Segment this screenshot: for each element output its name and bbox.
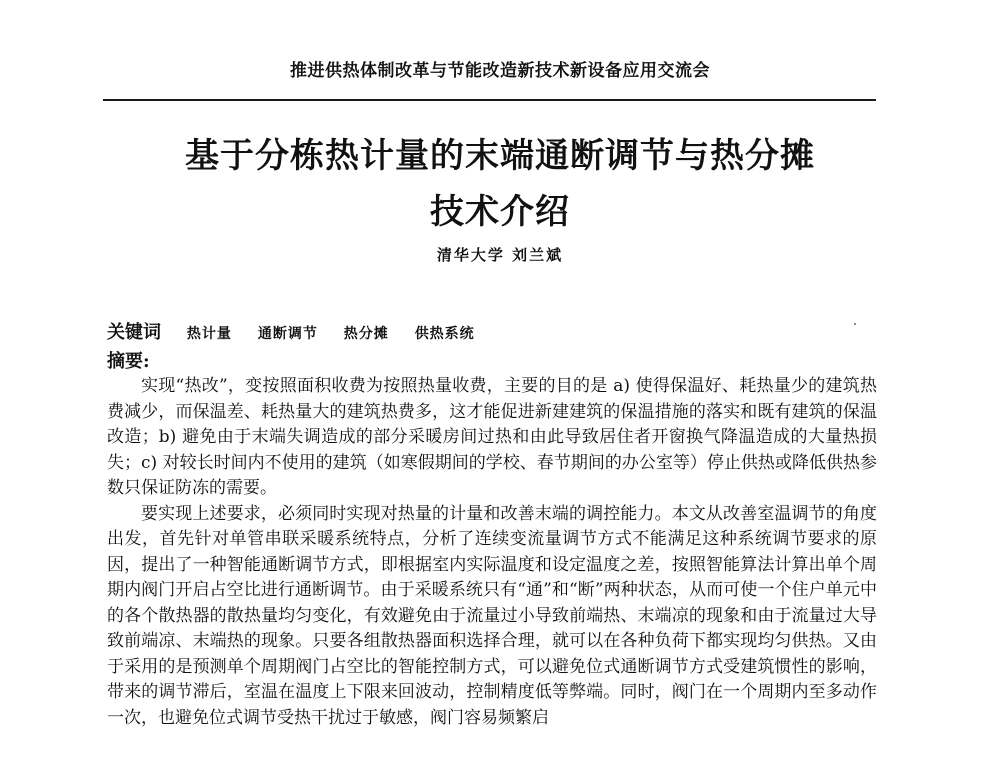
- stray-dot: [854, 323, 856, 325]
- keyword-item: 通断调节: [257, 326, 318, 342]
- abstract-paragraph-2: 要实现上述要求，必须同时实现对热量的计量和改善末端的调控能力。本文从改善室温调节的角度出发，首先针对单管串联采暖系统特点，分析了连续变流量调节方式不能满足这种系统调节要求的原因，提出了一种智能通断调节方式，即根据室内实际温度和设定温度之差，按照智能算法计算出单个周期内阀门开启占空比进行通断调节。由于采暖系统只有“通”和“断”两种状态，从而可使一个住户单元中的各个散热器的散热量均匀变化，有效避免由于流量过小导致前端热、末端凉的现象和由于流量过大导致前端凉、末端热的现象。只要各组散热器面积选择合理，就可以在各种负荷下都实现均匀供热。又由于采用的是预测单个周期阀门占空比的智能控制方式，可以避免位式通断调节方式受建筑惯性的影响，带来的调节滞后，室温在温度上下限来回波动，控制精度低等弊端。同时，阀门在一个周期内至多动作一次，也避免位式调节受热干扰过于敏感，阀门容易频繁启: [107, 503, 877, 728]
- keywords-label: 关键词: [107, 322, 161, 343]
- paper-title-line-2: 技术介绍: [430, 192, 570, 232]
- keyword-item: 供热系统: [414, 326, 475, 342]
- header-rule: [103, 99, 876, 101]
- running-header: 推进供热体制改革与节能改造新技术新设备应用交流会: [290, 61, 710, 81]
- paper-title-line-1: 基于分栋热计量的末端通断调节与热分摊: [185, 136, 815, 176]
- abstract-label: 摘要:: [107, 351, 150, 372]
- abstract-body: [107, 374, 877, 731]
- keyword-item: 热计量: [186, 326, 232, 342]
- author-affiliation: 清华大学 刘兰斌: [436, 246, 564, 264]
- keywords-line: [107, 318, 475, 344]
- keyword-item: 热分摊: [343, 326, 389, 342]
- abstract-paragraph-1: 实现“热改”，变按照面积收费为按照热量收费，主要的目的是 a) 使得保温好、耗热量少的建筑热费减少，而保温差、耗热量大的建筑热费多，这才能促进新建建筑的保温措施的落实和既有建筑的保温改造；b) 避免由于末端失调造成的部分采暖房间过热和由此导致居住者开窗换气降温造成的大量热损失；c) 对较长时间内不使用的建筑（如寒假期间的学校、春节期间的办公室等）停止供热或降低供热参数只保证防冻的需要。: [107, 376, 877, 498]
